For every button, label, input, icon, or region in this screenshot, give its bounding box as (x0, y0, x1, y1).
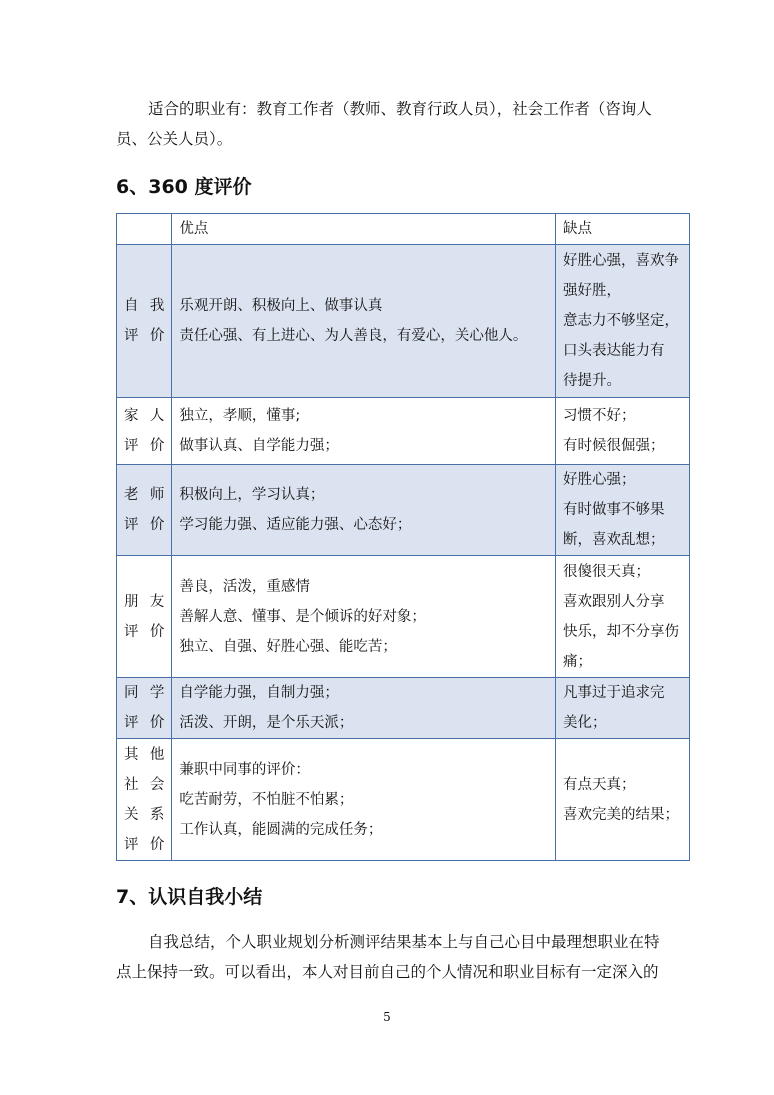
role-cell: 其 他 社 会 关 系 评价 (117, 739, 172, 861)
intro-paragraph (116, 94, 672, 154)
header-cons-cell: 缺点 (556, 214, 690, 245)
pros-cell: 自学能力强，自制力强； 活泼、开朗，是个乐天派； (172, 678, 556, 739)
cons-cell: 有点天真； 喜欢完美的结果； (556, 739, 690, 861)
cons-cell: 习惯不好； 有时候很倔强； (556, 398, 690, 465)
role-cell: 家 人 评价 (117, 398, 172, 465)
table-row-other-social (117, 739, 690, 861)
intro-line-1: 适合的职业有：教育工作者（教师、教育行政人员），社会工作者（咨询人 (148, 100, 652, 118)
table-header-row (117, 214, 690, 245)
pros-cell: 积极向上，学习认真； 学习能力强、适应能力强、心态好； (172, 465, 556, 556)
cons-cell: 很傻很天真； 喜欢跟别人分享 快乐，却不分享伤 痛； (556, 556, 690, 678)
page-number: 5 (383, 1010, 391, 1024)
table-row-friend (117, 556, 690, 678)
role-cell: 自 我 评价 (117, 245, 172, 398)
pros-cell: 乐观开朗、积极向上、做事认真 责任心强、有上进心、为人善良，有爱心，关心他人。 (172, 245, 556, 398)
summary-line-1: 自我总结，个人职业规划分析测评结果基本上与自己心目中最理想职业在特 (148, 933, 660, 951)
cons-cell: 好胜心强； 有时做事不够果 断，喜欢乱想； (556, 465, 690, 556)
header-role-cell (117, 214, 172, 245)
section-6-heading: 6、360 度评价 (116, 176, 252, 198)
table-row-classmate (117, 678, 690, 739)
role-cell: 朋 友 评价 (117, 556, 172, 678)
cons-cell: 凡事过于追求完 美化； (556, 678, 690, 739)
intro-line-2: 员、公关人员）。 (116, 130, 233, 148)
header-pros-cell: 优点 (172, 214, 556, 245)
evaluation-table (116, 213, 690, 861)
table-row-self (117, 245, 690, 398)
role-cell: 同 学 评价 (117, 678, 172, 739)
table-row-family (117, 398, 690, 465)
cons-cell: 好胜心强，喜欢争 强好胜， 意志力不够坚定， 口头表达能力有 待提升。 (556, 245, 690, 398)
summary-paragraph (116, 927, 672, 987)
pros-cell: 兼职中同事的评价： 吃苦耐劳，不怕脏不怕累； 工作认真，能圆满的完成任务； (172, 739, 556, 861)
pros-cell: 独立，孝顺，懂事; 做事认真、自学能力强； (172, 398, 556, 465)
section-7-heading: 7、认识自我小结 (116, 886, 263, 908)
pros-cell: 善良，活泼，重感情 善解人意、懂事、是个倾诉的好对象； 独立、自强、好胜心强、能吃苦； (172, 556, 556, 678)
summary-line-2: 点上保持一致。可以看出，本人对目前自己的个人情况和职业目标有一定深入的 (116, 963, 659, 981)
table-row-teacher (117, 465, 690, 556)
role-cell: 老 师 评价 (117, 465, 172, 556)
